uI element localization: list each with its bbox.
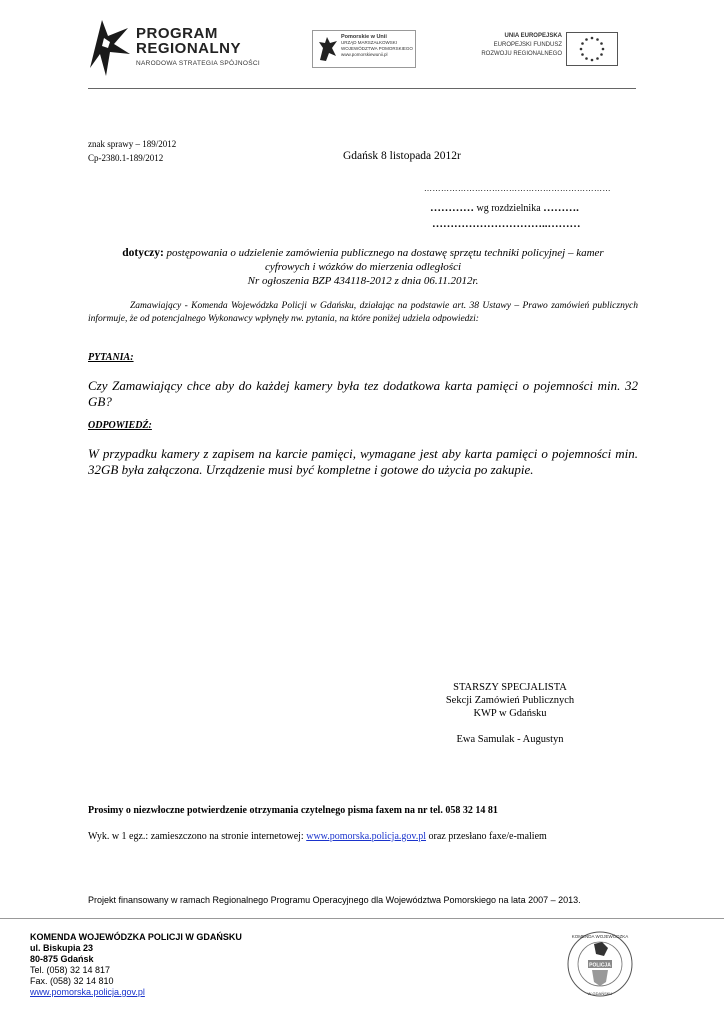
- pomorskie-line4: www.pomorskiewunii.pl: [341, 52, 388, 57]
- fax-request: Prosimy o niezwłoczne potwierdzenie otrzymania czytelnego pisma faxem na nr tel. 058 32 14 81: [88, 805, 498, 816]
- footer-fax: Fax. (058) 32 14 810: [30, 976, 114, 986]
- addressee-dots-line3: …………………………..………: [432, 218, 581, 230]
- copies-suffix: oraz przesłano faxe/e-maliem: [426, 831, 547, 842]
- answer-label: ODPOWIEDŹ:: [88, 420, 152, 431]
- copies-prefix: Wyk. w 1 egz.: zamieszczono na stronie internetowej:: [88, 831, 307, 842]
- program-regionalny-logo: [88, 18, 268, 78]
- footer-address: [30, 932, 242, 998]
- footer-city: 80-875 Gdańsk: [30, 954, 94, 964]
- signature-org: KWP w Gdańsku: [473, 708, 547, 719]
- addressee-dots-line: …………………………………………………………: [424, 184, 611, 193]
- police-seal-icon: [566, 930, 634, 998]
- footer-org: KOMENDA WOJEWÓDZKA POLICJI W GDAŃSKU: [30, 932, 242, 942]
- subject-block: [88, 246, 638, 288]
- pomorskie-w-unii-logo: [312, 30, 416, 68]
- question-label: PYTANIA:: [88, 352, 134, 363]
- footer-website-link[interactable]: www.pomorska.policja.gov.pl: [30, 987, 145, 997]
- answer-text: W przypadku kamery z zapisem na karcie pamięci, wymagane jest aby karta pamięci o pojemności min. 32GB była załączona. Urządzenie musi być kompletne i gotowe do użycia po zakupie.: [88, 446, 638, 477]
- seal-band-text: POLICJA: [589, 962, 611, 969]
- subject-label: dotyczy:: [122, 247, 164, 259]
- copies-website-link[interactable]: www.pomorska.policja.gov.pl: [306, 831, 427, 842]
- subject-line2: cyfrowych i wózków do mierzenia odległości: [264, 261, 462, 273]
- eu-logo: [470, 30, 620, 68]
- addressee-dots-left: …………: [430, 202, 474, 214]
- pomorskie-line3: WOJEWÓDZTWA POMORSKIEGO: [341, 46, 413, 51]
- signature-title: STARSZY SPECJALISTA: [453, 682, 567, 693]
- pomorskie-line1: Pomorskie w Unii: [341, 34, 387, 40]
- header-divider: [88, 88, 636, 89]
- signature-name: Ewa Samulak - Augustyn: [456, 734, 564, 745]
- footer-tel: Tel. (058) 32 14 817: [30, 965, 111, 975]
- addressee-dots-right: ……….: [543, 202, 579, 214]
- seal-bottom-text: W GDAŃSKU: [587, 991, 613, 996]
- eu-line2: EUROPEJSKI FUNDUSZ: [493, 42, 562, 48]
- program-title-line2: REGIONALNY: [136, 40, 242, 57]
- case-number: Cp-2380.1-189/2012: [88, 153, 164, 163]
- copies-note: [88, 831, 547, 842]
- signature-block: [400, 681, 620, 746]
- subject-line1: postępowania o udzielenie zamówienia publicznego na dostawę sprzętu techniki policyjnej – kamer: [163, 247, 604, 259]
- intro-paragraph: Zamawiający - Komenda Wojewódzka Policji w Gdańsku, działając na podstawie art. 38 Ustawy – Prawo zamówień publicznych informuje, że od potencjalnego Wykonawcy wpłynęły nw. pytania, na które poniżej udziela odpowiedzi:: [88, 301, 638, 324]
- seal-top-text: KOMENDA WOJEWÓDZKA: [571, 934, 629, 939]
- addressee-rozdzielnik: wg rozdzielnika: [474, 203, 544, 214]
- pomorskie-line2: URZĄD MARSZAŁKOWSKI: [341, 40, 398, 45]
- footer-street: ul. Biskupia 23: [30, 943, 94, 953]
- subject-line3: Nr ogłoszenia BZP 434118-2012 z dnia 06.11.2012r.: [247, 275, 479, 287]
- signature-unit: Sekcji Zamówień Publicznych: [445, 695, 575, 706]
- project-note: Projekt finansowany w ramach Regionalnego Programu Operacyjnego dla Województwa Pomorskiego na lata 2007 – 2013.: [88, 895, 581, 905]
- addressee-line: [430, 198, 579, 216]
- program-subtitle: NARODOWA STRATEGIA SPÓJNOŚCI: [136, 60, 260, 67]
- eu-flag-icon: [566, 32, 618, 66]
- question-text: Czy Zamawiający chce aby do każdej kamery była tez dodatkowa karta pamięci o pojemności min. 32 GB?: [88, 378, 638, 409]
- program-regionalny-star-icon: [88, 18, 132, 76]
- letter-date: Gdańsk 8 listopada 2012r: [343, 150, 461, 162]
- griffin-icon: [317, 36, 339, 62]
- znak-sprawy: znak sprawy – 189/2012: [88, 139, 177, 149]
- eu-line1: UNIA EUROPEJSKA: [504, 33, 562, 39]
- footer-divider: [0, 918, 724, 919]
- program-title-line1: PROGRAM: [136, 25, 218, 42]
- eu-line3: ROZWOJU REGIONALNEGO: [481, 51, 562, 57]
